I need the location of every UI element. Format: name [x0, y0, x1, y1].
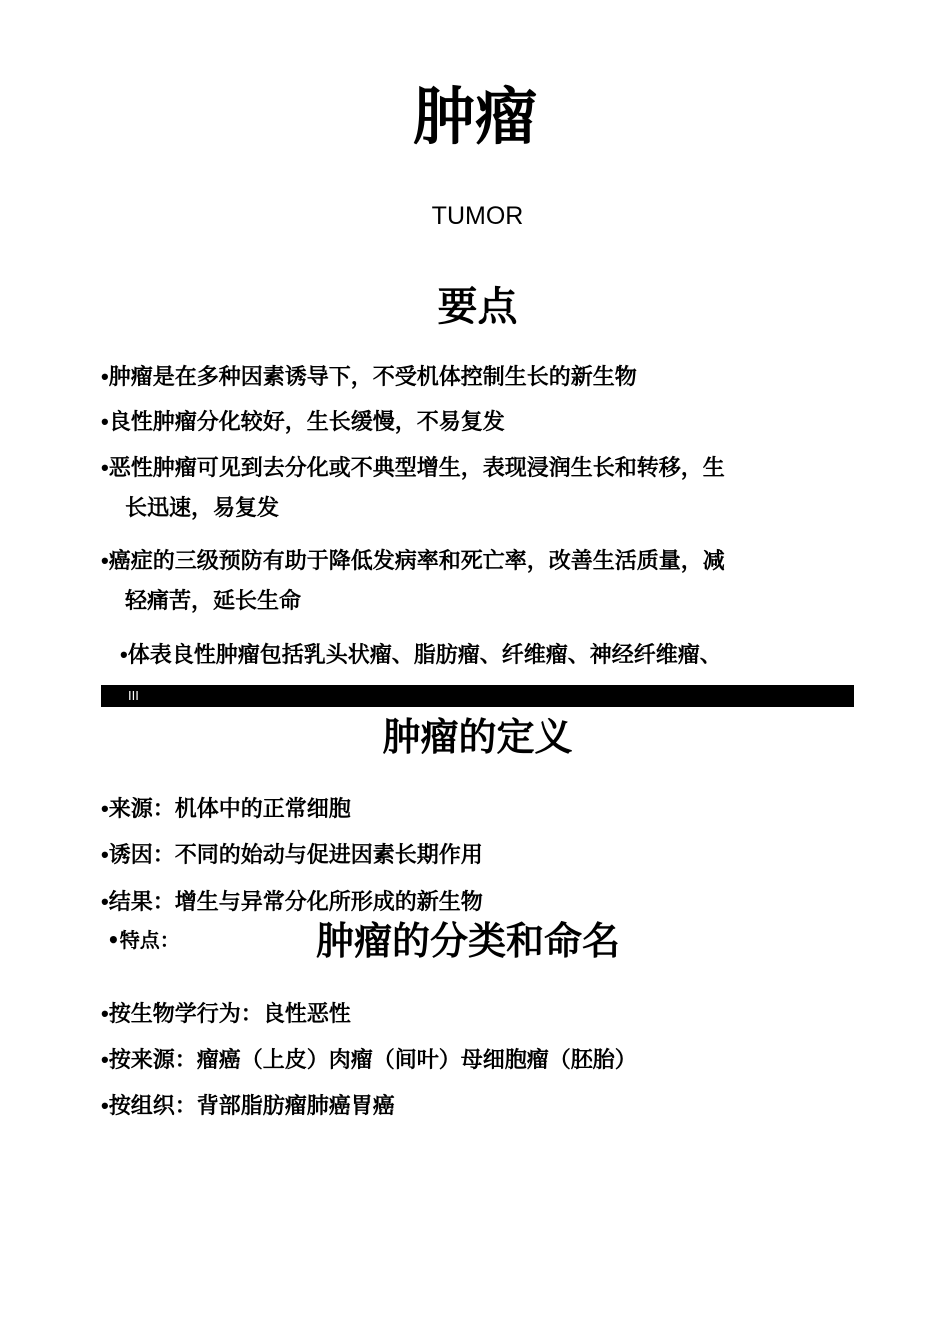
- definition-item: [101, 798, 351, 821]
- classification-item: [101, 1049, 637, 1072]
- key-point-text: 体表良性肿瘤包括乳头状瘤、脂肪瘤、纤维瘤、神经纤维瘤、: [127, 643, 722, 668]
- bullet-dot: •: [101, 364, 109, 389]
- page-subtitle: TUMOR: [431, 202, 524, 230]
- definition-item: [107, 930, 180, 950]
- bullet-dot: •: [101, 1093, 109, 1118]
- bullet-dot: •: [120, 642, 128, 667]
- classification-text: 按生物学行为：良性恶性: [108, 1002, 351, 1027]
- key-point-text: 肿瘤是在多种因素诱导下，不受机体控制生长的新生物: [108, 365, 637, 390]
- classification-text: 按来源：瘤癌（上皮）肉瘤（间叶）母细胞瘤（胚胎）: [108, 1048, 637, 1073]
- bullet-dot: •: [101, 409, 109, 434]
- definition-text: 来源：机体中的正常细胞: [108, 797, 351, 822]
- definition-text: 诱因：不同的始动与促进因素长期作用: [108, 843, 483, 868]
- key-point-text: 癌症的三级预防有助于降低发病率和死亡率，改善生活质量，减: [108, 549, 725, 574]
- key-point-item: [120, 644, 722, 667]
- bullet-dot: •: [101, 889, 109, 914]
- classification-heading: 肿瘤的分类和命名: [316, 919, 621, 963]
- definition-text: 结果：增生与异常分化所形成的新生物: [108, 890, 483, 915]
- bullet-dot: •: [107, 928, 120, 952]
- definition-heading: 肿瘤的定义: [382, 715, 573, 759]
- bullet-dot: •: [101, 796, 109, 821]
- definition-item: [101, 844, 483, 867]
- definition-text: 特点：: [119, 928, 180, 952]
- slide-divider-bar: [101, 685, 854, 707]
- key-point-text: 良性肿瘤分化较好，生长缓慢，不易复发: [108, 410, 505, 435]
- key-point-item: [101, 366, 637, 389]
- bullet-dot: •: [101, 548, 109, 573]
- key-points-heading: 要点: [437, 284, 518, 330]
- page-title: 肿瘤: [412, 80, 537, 153]
- bullet-dot: •: [101, 1047, 109, 1072]
- classification-item: [101, 1095, 395, 1118]
- bullet-dot: •: [101, 1001, 109, 1026]
- key-point-continuation: 轻痛苦，延长生命: [125, 589, 302, 614]
- key-point-text: 恶性肿瘤可见到去分化或不典型增生，表现浸润生长和转移，生: [108, 456, 725, 481]
- key-point-item: [101, 411, 505, 434]
- key-point-item: [101, 457, 725, 480]
- bullet-dot: •: [101, 842, 109, 867]
- classification-text: 按组织：背部脂肪瘤肺癌胃癌: [108, 1094, 395, 1119]
- slide-divider-mark: III: [128, 688, 139, 703]
- bullet-dot: •: [101, 455, 109, 480]
- classification-item: [101, 1003, 351, 1026]
- key-point-item: [101, 550, 725, 573]
- definition-item: [101, 891, 483, 914]
- key-point-continuation: 长迅速，易复发: [125, 496, 280, 521]
